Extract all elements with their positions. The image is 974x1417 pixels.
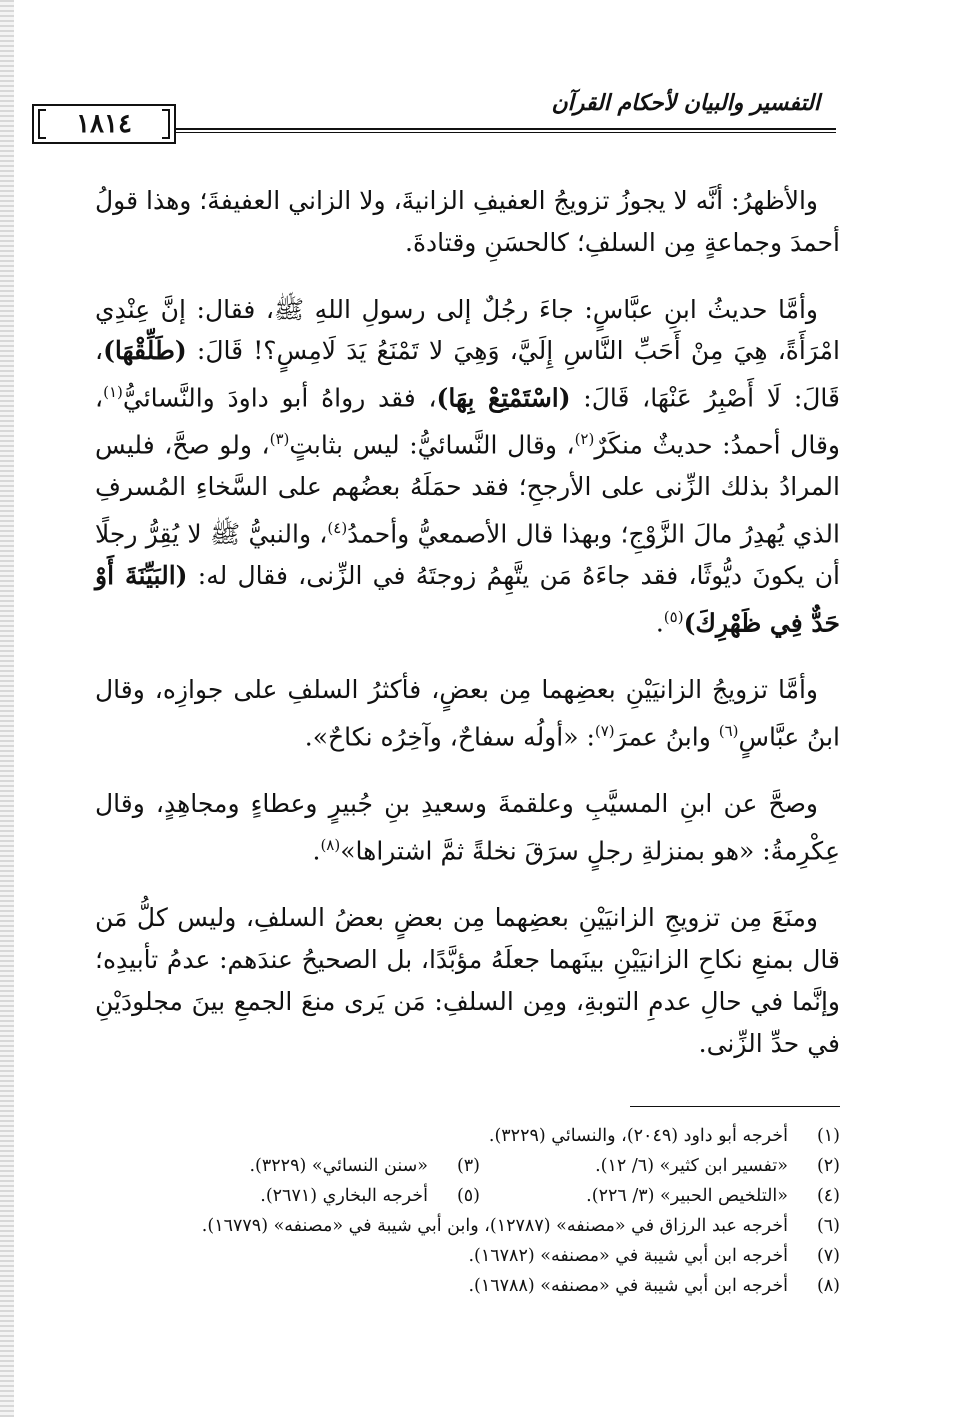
footnote-number: (٢) — [816, 1156, 840, 1176]
footnote-row — [120, 1151, 840, 1181]
footnote-separator — [630, 1106, 840, 1107]
paragraph — [95, 180, 840, 264]
paragraph — [95, 783, 840, 872]
header-rule — [66, 128, 836, 130]
hadith-quote: (طَلِّقْهَا) — [103, 336, 187, 366]
footnote-row — [120, 1241, 840, 1271]
footnote — [468, 1241, 840, 1271]
footnote-number: (٥) — [456, 1186, 480, 1206]
footnote-text: أخرجه ابن أبي شيبة في «مصنفه» (١٦٧٨٨). — [468, 1276, 788, 1296]
paragraph-text: . — [312, 836, 321, 866]
footnote-text: أخرجه عبد الرزاق في «مصنفه» (١٢٧٨٧)، وابن أبي شيبة في «مصنفه» (١٦٧٧٩). — [201, 1216, 788, 1236]
footnote-text: أخرجه ابن أبي شيبة في «مصنفه» (١٦٧٨٢). — [468, 1246, 788, 1266]
footnote-ref: (١) — [103, 383, 123, 402]
paragraph — [95, 669, 840, 758]
paragraph-text: ، وقال النَّسائيُّ: ليس بثابتٍ — [289, 430, 575, 460]
footnote-ref: (٨) — [320, 836, 341, 854]
footnote-number: (٧) — [816, 1246, 840, 1266]
footnote-text: «التلخيص الحبير» (٣/ ٢٢٦). — [586, 1186, 788, 1206]
footnote-ref: (٥) — [663, 608, 684, 627]
footnote-number: (٦) — [816, 1216, 840, 1236]
footnote-number: (١) — [816, 1126, 840, 1146]
footnote-number: (٤) — [816, 1186, 840, 1206]
paragraph-text: وصحَّ عن ابنِ المسيَّبِ وعلقمةَ وسعيدِ بنِ جُبيرٍ وعطاءٍ ومجاهِدٍ، وقال عِكْرِمةُ: «هو بمنزلةِ رجلٍ سرَقَ نخلةً ثمَّ اشتراها» — [95, 789, 840, 866]
footnote-text: أخرجه أبو داود (٢٠٤٩)، والنسائي (٣٢٢٩). — [488, 1126, 788, 1146]
footnote-row — [120, 1211, 840, 1241]
footnote — [468, 1271, 840, 1301]
footnote — [489, 1121, 840, 1151]
page-number: ١٨١٤ — [76, 109, 132, 139]
paragraph-text: ، والنبيُّ ﷺ لا يُقِرُّ رجلًا أن يكونَ ديُّوثًا، فقد جاءَهُ مَن يتَّهِمُ زوجتَهُ في الزِّنى، فقال له: — [95, 519, 841, 591]
running-title: التفسير والبيان لأحكام القرآن — [551, 90, 820, 116]
header-rule-thin — [66, 132, 836, 133]
footnote-row — [120, 1121, 840, 1151]
paragraph-text: وابنُ عمرَ — [614, 722, 719, 752]
footnote — [480, 1181, 840, 1211]
scan-edge — [0, 0, 14, 1417]
body-text — [95, 180, 840, 1089]
footnote-number: (٣) — [456, 1156, 480, 1176]
footnote-ref: (٢) — [574, 430, 595, 449]
footnote-number: (٨) — [816, 1276, 840, 1296]
footnote-ref: (٤) — [327, 519, 348, 538]
paragraph-text: وأمَّا حديثُ ابنِ عبَّاسٍ: جاءَ رجُلٌ إلى رسولِ اللهِ ﷺ، فقال: — [186, 294, 819, 324]
page-header — [66, 88, 836, 178]
footnote — [202, 1211, 840, 1241]
paragraph-text: وأمَّا تزويجُ الزانيَيْنِ بعضِهما مِن بعضٍ، فأكثرُ السلفِ على جوازِه، وقال ابنُ عبَّاسٍ — [95, 675, 840, 752]
footnote — [120, 1181, 480, 1211]
paragraph — [95, 289, 840, 645]
footnote-text: أخرجه البخاري (٢٦٧١). — [260, 1186, 428, 1206]
paragraph-text: : «أولُه سفاحٌ، وآخِرُه نكاحٌ». — [304, 722, 595, 752]
paragraph — [95, 897, 840, 1064]
footnote-text: «سنن النسائي» (٣٢٢٩). — [249, 1156, 428, 1176]
footnote-ref: (٦) — [718, 722, 739, 741]
paragraph-text: ، ولو صحَّ، فليس المرادُ بذلك الزِّنى على الأرجحِ؛ فقد حمَلَهُ بعضُهم على السَّخاءِ المُسرفِ الذي يُهدِرُ مالَ الزَّوْجِ؛ وبهذا قال الأصمعيُّ وأحمدُ — [95, 430, 840, 549]
paragraph-text: ومنَعَ مِن تزويجِ الزانيَيْنِ بعضِهما مِن بعضٍ بعضُ السلفِ، وليس كلُّ مَن قال بمنعِ نكاحِ الزانيَيْنِ بينَهما جعلَهُ مؤبَّدًا، بل الصحيحُ عندَهم: عدمُ تأبيدِه؛ وإنَّما في حالِ عدمِ التوبةِ، ومِن السلفِ: مَن يَرى منعَ الجمعِ بينَ مجلودَيْنِ في حدِّ الزِّنى. — [95, 903, 840, 1058]
footnote — [480, 1151, 840, 1181]
footnotes — [120, 1121, 840, 1301]
hadith-quote: (البَيِّنَةَ أَوْ حَدٌّ فِي ظَهْرِكَ) — [95, 561, 840, 638]
paragraph-text: ، فقد رواهُ أبو داودَ والنَّسائيُّ — [122, 383, 437, 413]
paragraph-text: ، وقال أحمدُ: حديثٌ منكَرٌ — [95, 383, 840, 460]
footnote — [120, 1151, 480, 1181]
hadith-quote: (اسْتَمْتِعْ بِهَا) — [436, 383, 571, 413]
footnote-text: «تفسير ابن كثير» (٦/ ١٢). — [595, 1156, 788, 1176]
footnote-ref: (٧) — [594, 722, 615, 741]
footnote-ref: (٣) — [269, 430, 290, 449]
paragraph-text: إنَّ عِنْدِي امْرَأَةً، هِيَ مِنْ أَحَبِّ النَّاسِ إِلَيَّ، وَهِيَ لا تَمْنَعُ يَدَ لَامِسٍ؟! قَالَ: — [95, 294, 840, 366]
footnote-row — [120, 1181, 840, 1211]
page-number-box — [32, 104, 176, 144]
paragraph-text: ، قَالَ: لَا أَصْبِرُ عَنْهَا، قَالَ: — [95, 336, 841, 413]
footnote-row — [120, 1271, 840, 1301]
paragraph-text: والأظهرُ: أنَّه لا يجوزُ تزويجُ العفيفِ الزانيةَ، ولا الزاني العفيفةَ؛ وهذا قولُ أحمدَ وجماعةٍ مِن السلفِ؛ كالحسَنِ وقتادةَ. — [95, 186, 840, 257]
paragraph-text: . — [655, 608, 664, 638]
